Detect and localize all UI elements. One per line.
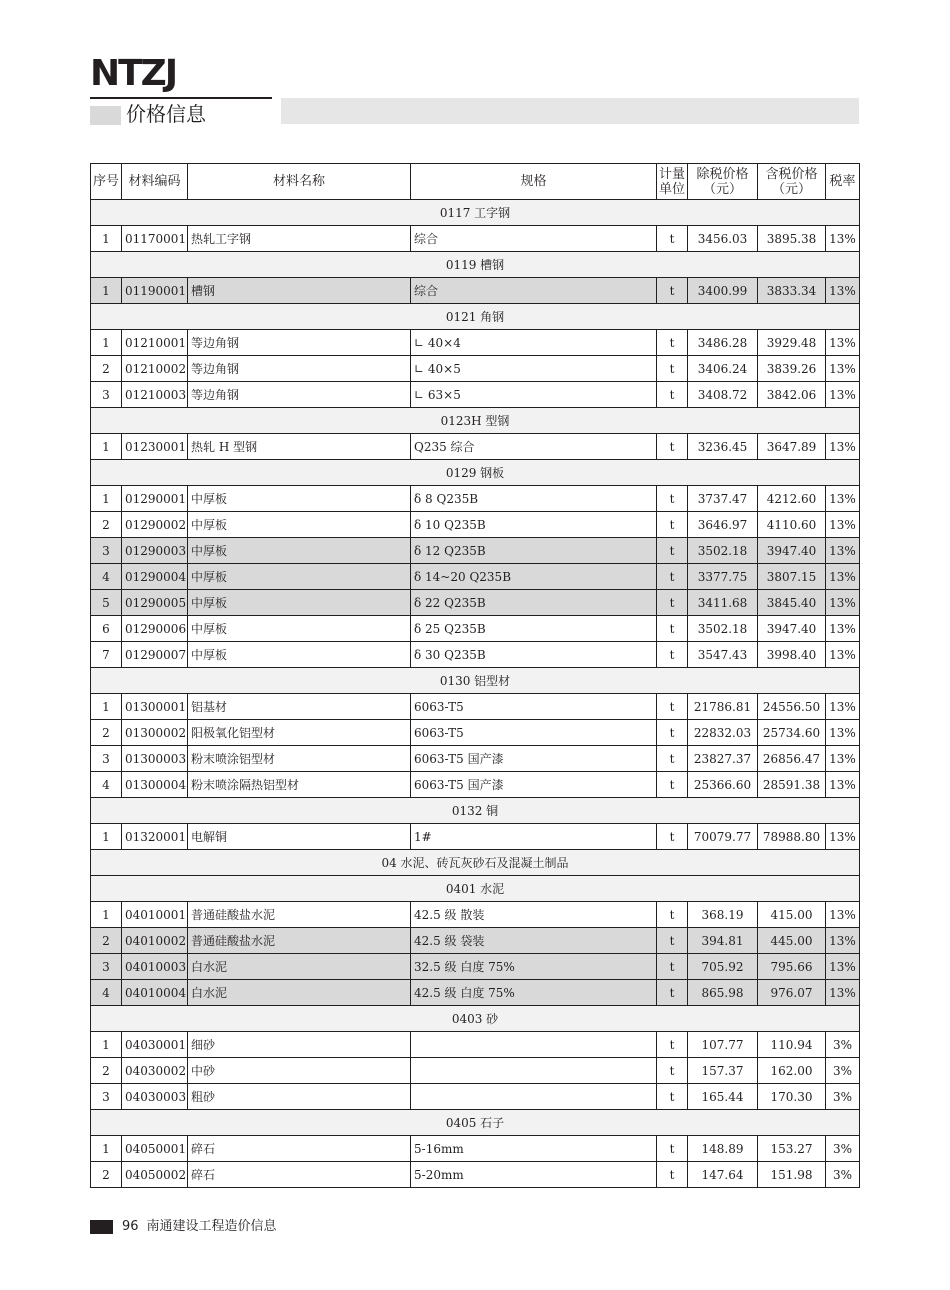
category-row	[91, 850, 860, 876]
row-spec: 32.5 级 白度 75%	[411, 954, 657, 980]
row-name: 普通硅酸盐水泥	[188, 902, 411, 928]
header-band	[281, 98, 859, 124]
row-no: 3	[91, 538, 122, 564]
row-spec: 1#	[411, 824, 657, 850]
row-no: 1	[91, 278, 122, 304]
table-row	[91, 590, 860, 616]
row-name: 粉末喷涂隔热铝型材	[188, 772, 411, 798]
row-name: 铝基材	[188, 694, 411, 720]
category-row	[91, 304, 860, 330]
row-price-in: 151.98	[758, 1162, 826, 1188]
publication-name: 南通建设工程造价信息	[146, 1219, 277, 1234]
row-price-ex: 70079.77	[688, 824, 758, 850]
row-name: 电解铜	[188, 824, 411, 850]
row-unit: t	[657, 226, 688, 252]
row-price-ex: 3408.72	[688, 382, 758, 408]
row-name: 中厚板	[188, 538, 411, 564]
row-code: 01170001	[122, 226, 188, 252]
row-spec: δ 25 Q235B	[411, 616, 657, 642]
row-no: 4	[91, 772, 122, 798]
row-price-in: 162.00	[758, 1058, 826, 1084]
row-price-ex: 3737.47	[688, 486, 758, 512]
row-no: 3	[91, 382, 122, 408]
row-spec: ∟ 63×5	[411, 382, 657, 408]
category-label: 04 水泥、砖瓦灰砂石及混凝土制品	[91, 850, 860, 876]
row-name: 中砂	[188, 1058, 411, 1084]
row-unit: t	[657, 486, 688, 512]
row-price-in: 3833.34	[758, 278, 826, 304]
row-price-in: 976.07	[758, 980, 826, 1006]
row-name: 阳极氧化铝型材	[188, 720, 411, 746]
row-price-in: 3947.40	[758, 538, 826, 564]
row-name: 粗砂	[188, 1084, 411, 1110]
category-label: 0121 角钢	[91, 304, 860, 330]
header-marker	[90, 106, 121, 125]
row-unit: t	[657, 1084, 688, 1110]
row-name: 槽钢	[188, 278, 411, 304]
row-code: 01290005	[122, 590, 188, 616]
category-row	[91, 1110, 860, 1136]
row-code: 01190001	[122, 278, 188, 304]
row-price-ex: 3502.18	[688, 538, 758, 564]
table-row	[91, 642, 860, 668]
row-spec: δ 12 Q235B	[411, 538, 657, 564]
row-code: 01290004	[122, 564, 188, 590]
row-tax: 13%	[826, 642, 860, 668]
row-no: 1	[91, 694, 122, 720]
row-price-ex: 705.92	[688, 954, 758, 980]
row-no: 1	[91, 902, 122, 928]
row-no: 3	[91, 746, 122, 772]
row-price-in: 3807.15	[758, 564, 826, 590]
row-unit: t	[657, 330, 688, 356]
table-row	[91, 720, 860, 746]
row-price-in: 795.66	[758, 954, 826, 980]
page-title: 价格信息	[126, 102, 206, 126]
category-row	[91, 200, 860, 226]
row-price-ex: 3456.03	[688, 226, 758, 252]
row-tax: 13%	[826, 590, 860, 616]
row-tax: 13%	[826, 278, 860, 304]
row-tax: 13%	[826, 746, 860, 772]
row-unit: t	[657, 824, 688, 850]
row-name: 白水泥	[188, 980, 411, 1006]
table-row	[91, 616, 860, 642]
row-code: 01320001	[122, 824, 188, 850]
col-header-no: 序号	[91, 164, 122, 200]
row-no: 2	[91, 1162, 122, 1188]
category-row	[91, 876, 860, 902]
row-name: 中厚板	[188, 590, 411, 616]
row-tax: 13%	[826, 486, 860, 512]
row-no: 1	[91, 330, 122, 356]
table-row	[91, 928, 860, 954]
row-price-in: 78988.80	[758, 824, 826, 850]
row-name: 粉末喷涂铝型材	[188, 746, 411, 772]
row-tax: 13%	[826, 356, 860, 382]
row-unit: t	[657, 590, 688, 616]
row-unit: t	[657, 772, 688, 798]
row-price-in: 153.27	[758, 1136, 826, 1162]
row-name: 等边角钢	[188, 330, 411, 356]
category-row	[91, 252, 860, 278]
row-name: 中厚板	[188, 564, 411, 590]
row-name: 中厚板	[188, 616, 411, 642]
row-code: 01290003	[122, 538, 188, 564]
row-no: 2	[91, 928, 122, 954]
row-price-ex: 165.44	[688, 1084, 758, 1110]
row-price-ex: 25366.60	[688, 772, 758, 798]
page-number: 96	[122, 1219, 139, 1234]
row-spec	[411, 1058, 657, 1084]
table-row	[91, 356, 860, 382]
category-label: 0401 水泥	[91, 876, 860, 902]
category-row	[91, 798, 860, 824]
table-row	[91, 512, 860, 538]
table-row	[91, 382, 860, 408]
footer	[122, 1217, 285, 1237]
row-name: 中厚板	[188, 512, 411, 538]
category-label: 0129 钢板	[91, 460, 860, 486]
row-spec: 6063-T5 国产漆	[411, 746, 657, 772]
col-header-spec: 规格	[411, 164, 657, 200]
row-name: 细砂	[188, 1032, 411, 1058]
row-unit: t	[657, 512, 688, 538]
row-spec: δ 22 Q235B	[411, 590, 657, 616]
row-no: 2	[91, 512, 122, 538]
row-no: 2	[91, 720, 122, 746]
table-row	[91, 278, 860, 304]
row-code: 04010001	[122, 902, 188, 928]
table-row	[91, 486, 860, 512]
row-tax: 13%	[826, 772, 860, 798]
price-table	[90, 163, 860, 1188]
row-code: 04030003	[122, 1084, 188, 1110]
row-no: 3	[91, 1084, 122, 1110]
category-row	[91, 1006, 860, 1032]
row-unit: t	[657, 616, 688, 642]
row-unit: t	[657, 1058, 688, 1084]
category-label: 0405 石子	[91, 1110, 860, 1136]
row-unit: t	[657, 694, 688, 720]
row-tax: 13%	[826, 720, 860, 746]
row-unit: t	[657, 642, 688, 668]
row-no: 1	[91, 1032, 122, 1058]
row-price-in: 24556.50	[758, 694, 826, 720]
row-name: 中厚板	[188, 642, 411, 668]
row-no: 6	[91, 616, 122, 642]
row-code: 01300004	[122, 772, 188, 798]
category-label: 0130 铝型材	[91, 668, 860, 694]
table-row	[91, 694, 860, 720]
row-unit: t	[657, 980, 688, 1006]
table-row	[91, 564, 860, 590]
row-unit: t	[657, 538, 688, 564]
row-code: 01290002	[122, 512, 188, 538]
row-tax: 3%	[826, 1084, 860, 1110]
row-name: 中厚板	[188, 486, 411, 512]
row-code: 01230001	[122, 434, 188, 460]
row-no: 1	[91, 434, 122, 460]
row-spec: 综合	[411, 278, 657, 304]
row-tax: 3%	[826, 1058, 860, 1084]
row-price-in: 3839.26	[758, 356, 826, 382]
row-code: 01290007	[122, 642, 188, 668]
row-name: 碎石	[188, 1162, 411, 1188]
row-code: 01210002	[122, 356, 188, 382]
row-spec: 综合	[411, 226, 657, 252]
row-spec: δ 14~20 Q235B	[411, 564, 657, 590]
row-no: 2	[91, 356, 122, 382]
row-no: 7	[91, 642, 122, 668]
table-row	[91, 330, 860, 356]
category-row	[91, 408, 860, 434]
row-price-ex: 22832.03	[688, 720, 758, 746]
row-name: 等边角钢	[188, 382, 411, 408]
row-price-in: 3947.40	[758, 616, 826, 642]
row-tax: 13%	[826, 226, 860, 252]
row-code: 01300003	[122, 746, 188, 772]
table-row	[91, 824, 860, 850]
row-price-in: 25734.60	[758, 720, 826, 746]
row-tax: 13%	[826, 902, 860, 928]
row-price-ex: 3547.43	[688, 642, 758, 668]
row-price-ex: 147.64	[688, 1162, 758, 1188]
table-row	[91, 538, 860, 564]
row-price-ex: 107.77	[688, 1032, 758, 1058]
row-no: 5	[91, 590, 122, 616]
category-label: 0117 工字钢	[91, 200, 860, 226]
row-unit: t	[657, 928, 688, 954]
row-spec: 6063-T5	[411, 694, 657, 720]
category-label: 0132 铜	[91, 798, 860, 824]
row-spec: 5-16mm	[411, 1136, 657, 1162]
row-price-ex: 21786.81	[688, 694, 758, 720]
row-price-ex: 865.98	[688, 980, 758, 1006]
category-label: 0123H 型钢	[91, 408, 860, 434]
row-price-in: 3845.40	[758, 590, 826, 616]
row-price-ex: 368.19	[688, 902, 758, 928]
row-code: 01210003	[122, 382, 188, 408]
row-no: 1	[91, 824, 122, 850]
row-no: 1	[91, 226, 122, 252]
row-unit: t	[657, 434, 688, 460]
row-unit: t	[657, 278, 688, 304]
row-no: 3	[91, 954, 122, 980]
row-code: 04050001	[122, 1136, 188, 1162]
table-row	[91, 226, 860, 252]
row-code: 01290001	[122, 486, 188, 512]
row-spec	[411, 1032, 657, 1058]
row-tax: 13%	[826, 824, 860, 850]
col-header-name: 材料名称	[188, 164, 411, 200]
row-no: 1	[91, 486, 122, 512]
row-price-in: 3929.48	[758, 330, 826, 356]
row-no: 4	[91, 980, 122, 1006]
table-header-row	[91, 164, 860, 200]
row-tax: 13%	[826, 330, 860, 356]
row-name: 热轧 H 型钢	[188, 434, 411, 460]
row-price-ex: 394.81	[688, 928, 758, 954]
row-spec: δ 8 Q235B	[411, 486, 657, 512]
table-body	[91, 200, 860, 1188]
row-price-ex: 3411.68	[688, 590, 758, 616]
row-price-in: 28591.38	[758, 772, 826, 798]
category-row	[91, 460, 860, 486]
row-spec: δ 10 Q235B	[411, 512, 657, 538]
row-no: 2	[91, 1058, 122, 1084]
table-row	[91, 954, 860, 980]
row-price-ex: 23827.37	[688, 746, 758, 772]
col-header-price-ex: 除税价格（元）	[688, 164, 758, 200]
row-code: 01300002	[122, 720, 188, 746]
row-price-in: 26856.47	[758, 746, 826, 772]
footer-marker	[90, 1220, 113, 1234]
col-header-unit: 计量单位	[657, 164, 688, 200]
row-tax: 3%	[826, 1032, 860, 1058]
row-code: 04010002	[122, 928, 188, 954]
row-no: 1	[91, 1136, 122, 1162]
row-price-in: 3842.06	[758, 382, 826, 408]
table-row	[91, 1162, 860, 1188]
row-name: 普通硅酸盐水泥	[188, 928, 411, 954]
row-code: 01210001	[122, 330, 188, 356]
col-header-tax: 税率	[826, 164, 860, 200]
row-tax: 3%	[826, 1162, 860, 1188]
row-tax: 13%	[826, 980, 860, 1006]
table-row	[91, 1058, 860, 1084]
row-name: 热轧工字钢	[188, 226, 411, 252]
row-tax: 3%	[826, 1136, 860, 1162]
row-name: 白水泥	[188, 954, 411, 980]
header-divider	[90, 97, 272, 99]
category-label: 0403 砂	[91, 1006, 860, 1032]
row-price-ex: 157.37	[688, 1058, 758, 1084]
row-tax: 13%	[826, 512, 860, 538]
row-tax: 13%	[826, 616, 860, 642]
col-header-price-in: 含税价格（元）	[758, 164, 826, 200]
row-spec: 6063-T5	[411, 720, 657, 746]
row-price-ex: 3486.28	[688, 330, 758, 356]
row-code: 04030002	[122, 1058, 188, 1084]
row-price-ex: 148.89	[688, 1136, 758, 1162]
row-spec: 42.5 级 袋装	[411, 928, 657, 954]
row-price-ex: 3400.99	[688, 278, 758, 304]
table-row	[91, 1032, 860, 1058]
row-tax: 13%	[826, 694, 860, 720]
category-row	[91, 668, 860, 694]
row-price-ex: 3377.75	[688, 564, 758, 590]
row-price-in: 445.00	[758, 928, 826, 954]
row-unit: t	[657, 720, 688, 746]
table-row	[91, 902, 860, 928]
row-tax: 13%	[826, 954, 860, 980]
row-unit: t	[657, 564, 688, 590]
table-row	[91, 746, 860, 772]
row-price-in: 3998.40	[758, 642, 826, 668]
row-spec: 42.5 级 白度 75%	[411, 980, 657, 1006]
row-unit: t	[657, 746, 688, 772]
row-tax: 13%	[826, 564, 860, 590]
table-row	[91, 434, 860, 460]
row-unit: t	[657, 1032, 688, 1058]
row-unit: t	[657, 1136, 688, 1162]
table-row	[91, 980, 860, 1006]
row-spec: Q235 综合	[411, 434, 657, 460]
row-tax: 13%	[826, 928, 860, 954]
row-code: 01290006	[122, 616, 188, 642]
row-name: 等边角钢	[188, 356, 411, 382]
row-spec	[411, 1084, 657, 1110]
row-price-in: 3895.38	[758, 226, 826, 252]
table-row	[91, 1084, 860, 1110]
row-unit: t	[657, 382, 688, 408]
row-unit: t	[657, 1162, 688, 1188]
row-price-in: 3647.89	[758, 434, 826, 460]
row-spec: 5-20mm	[411, 1162, 657, 1188]
category-label: 0119 槽钢	[91, 252, 860, 278]
row-unit: t	[657, 954, 688, 980]
row-name: 碎石	[188, 1136, 411, 1162]
row-code: 01300001	[122, 694, 188, 720]
row-code: 04010004	[122, 980, 188, 1006]
table-row	[91, 1136, 860, 1162]
row-code: 04050002	[122, 1162, 188, 1188]
row-unit: t	[657, 356, 688, 382]
row-unit: t	[657, 902, 688, 928]
row-code: 04030001	[122, 1032, 188, 1058]
row-price-in: 170.30	[758, 1084, 826, 1110]
row-code: 04010003	[122, 954, 188, 980]
row-spec: 6063-T5 国产漆	[411, 772, 657, 798]
row-price-in: 4110.60	[758, 512, 826, 538]
row-no: 4	[91, 564, 122, 590]
table-row	[91, 772, 860, 798]
row-tax: 13%	[826, 382, 860, 408]
row-price-in: 110.94	[758, 1032, 826, 1058]
row-price-ex: 3502.18	[688, 616, 758, 642]
row-tax: 13%	[826, 538, 860, 564]
row-spec: 42.5 级 散装	[411, 902, 657, 928]
row-price-ex: 3406.24	[688, 356, 758, 382]
row-price-in: 4212.60	[758, 486, 826, 512]
row-price-ex: 3236.45	[688, 434, 758, 460]
col-header-code: 材料编码	[122, 164, 188, 200]
row-price-in: 415.00	[758, 902, 826, 928]
logo: NTZJ	[90, 53, 177, 94]
row-tax: 13%	[826, 434, 860, 460]
row-spec: ∟ 40×5	[411, 356, 657, 382]
row-spec: δ 30 Q235B	[411, 642, 657, 668]
row-spec: ∟ 40×4	[411, 330, 657, 356]
row-price-ex: 3646.97	[688, 512, 758, 538]
